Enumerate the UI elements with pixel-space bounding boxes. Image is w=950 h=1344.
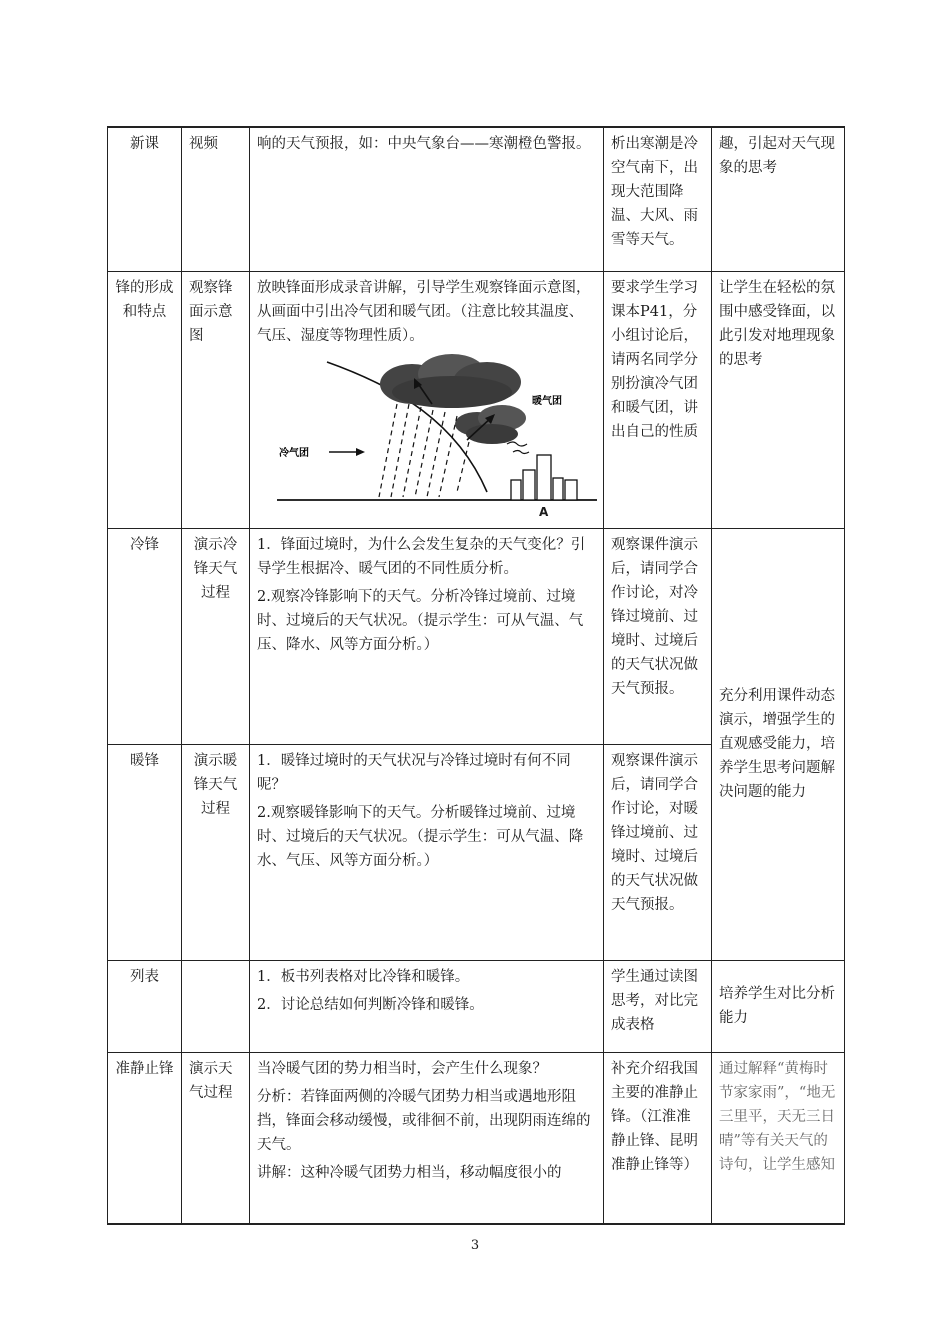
- activity-text: 视频: [189, 136, 218, 152]
- table-row: [108, 528, 845, 744]
- student-text: 学生通过读图思考，对比完成表格: [611, 968, 698, 1033]
- teacher-cell: [250, 960, 604, 1052]
- stage-text: 准静止锋: [115, 1060, 174, 1077]
- teacher-text: 当冷暖气团的势力相当时，会产生什么现象？: [257, 1060, 547, 1077]
- stage-cell: [108, 744, 182, 960]
- teacher-text: 放映锋面形成录音讲解，引导学生观察锋面示意图，从画面中引出冷气团和暖气团。（注意比较其温度、气压、湿度等物理性质）。: [257, 279, 591, 344]
- student-text: 观察课件演示后，请同学合作讨论，对冷锋过境前、过境时、过境后的天气状况做天气预报。: [611, 536, 698, 697]
- activity-text: 演示冷锋天气过程: [193, 536, 238, 601]
- activity-cell: [182, 528, 250, 744]
- stage-text: 锋的形成和特点: [115, 279, 174, 320]
- teacher-text: 1．锋面过境时，为什么会发生复杂的天气变化？引导学生根据冷、暖气团的不同性质分析。: [257, 536, 586, 577]
- teacher-cell: [250, 127, 604, 271]
- buildings-icon: [511, 455, 577, 500]
- purpose-text: 让学生在轻松的氛围中感受锋面，以此引发对地理现象的思考: [719, 279, 835, 368]
- stage-text: 暖锋: [130, 752, 159, 769]
- teacher-text: 响的天气预报，如：中央气象台——寒潮橙色警报。: [257, 136, 591, 152]
- student-cell: [604, 528, 712, 744]
- student-cell: [604, 744, 712, 960]
- table-row: [108, 271, 845, 528]
- warm-air-label: 暖气团: [532, 395, 562, 407]
- stage-cell: [108, 271, 182, 528]
- purpose-text: 培养学生对比分析能力: [719, 986, 835, 1026]
- activity-cell: [182, 127, 250, 271]
- student-cell: [604, 127, 712, 271]
- student-text: 观察课件演示后，请同学合作讨论，对暖锋过境前、过境时、过境后的天气状况做天气预报。: [611, 752, 698, 913]
- teacher-text: 2.观察冷锋影响下的天气。分析冷锋过境前、过境时、过境后的天气状况。（提示学生：可从气温、气压、降水、风等方面分析。）: [257, 588, 584, 653]
- lesson-plan-table: [107, 126, 845, 1225]
- activity-cell: [182, 271, 250, 528]
- purpose-cell: [712, 528, 845, 960]
- stage-text: 列表: [130, 968, 159, 985]
- purpose-text: 趣，引起对天气现象的思考: [719, 136, 835, 176]
- purpose-text: 通过解释“黄梅时节家家雨”，“地无三里平，天无三日晴”等有关天气的诗句，让学生感知: [719, 1060, 836, 1173]
- teacher-text: 2.观察暖锋影响下的天气。分析暖锋过境前、过境时、过境后的天气状况。（提示学生：可从气温、降水、气压、风等方面分析。）: [257, 804, 584, 869]
- stage-cell: [108, 960, 182, 1052]
- activity-text: 演示暖锋天气过程: [193, 752, 238, 817]
- teacher-cell: [250, 271, 604, 528]
- table-row: [108, 960, 845, 1052]
- table-row: [108, 127, 845, 271]
- teacher-text: 2．讨论总结如何判断冷锋和暖锋。: [257, 996, 484, 1013]
- teacher-cell: [250, 744, 604, 960]
- activity-text: 观察锋面示意图: [189, 279, 233, 344]
- student-text: 要求学生学习课本P41，分小组讨论后，请两名同学分别扮演冷气团和暖气团，讲出自己的性质: [611, 279, 698, 440]
- purpose-cell: [712, 960, 845, 1052]
- stage-cell: [108, 528, 182, 744]
- teacher-text: 分析：若锋面两侧的冷暖气团势力相当或遇地形阻挡，锋面会移动缓慢，或徘徊不前，出现阴雨连绵的天气。: [257, 1088, 591, 1153]
- cloud-icon: [380, 354, 526, 444]
- activity-cell: [182, 960, 250, 1052]
- stage-cell: [108, 127, 182, 271]
- purpose-cell: [712, 1052, 845, 1224]
- activity-cell: [182, 1052, 250, 1224]
- student-cell: [604, 960, 712, 1052]
- teacher-text: 1．暖锋过境时的天气状况与冷锋过境时有何不同呢？: [257, 752, 571, 793]
- rain-lines: [379, 404, 469, 497]
- student-cell: [604, 1052, 712, 1224]
- teacher-text: 1．板书列表格对比冷锋和暖锋。: [257, 968, 470, 985]
- teacher-text: 讲解：这种冷暖气团势力相当，移动幅度很小的: [257, 1164, 562, 1181]
- purpose-cell: [712, 271, 845, 528]
- purpose-cell: [712, 127, 845, 271]
- stage-text: 冷锋: [130, 536, 159, 553]
- teacher-cell: [250, 1052, 604, 1224]
- student-cell: [604, 271, 712, 528]
- purpose-text: 充分利用课件动态演示，增强学生的直观感受能力，培养学生思考问题解决问题的能力: [719, 688, 835, 800]
- teacher-cell: [250, 528, 604, 744]
- activity-cell: [182, 744, 250, 960]
- stage-cell: [108, 1052, 182, 1224]
- front-diagram: [257, 352, 597, 502]
- cold-air-label: 冷气团: [279, 447, 309, 459]
- stage-text: 新课: [130, 136, 159, 152]
- point-a-label: A: [539, 504, 549, 519]
- student-text: 析出寒潮是冷空气南下，出现大范围降温、大风、雨雪等天气。: [611, 136, 698, 248]
- page-number: 3: [470, 1238, 480, 1253]
- student-text: 补充介绍我国主要的准静止锋。（江淮准静止锋、昆明准静止锋等）: [611, 1060, 698, 1173]
- table-row: [108, 1052, 845, 1224]
- activity-text: 演示天气过程: [189, 1060, 233, 1101]
